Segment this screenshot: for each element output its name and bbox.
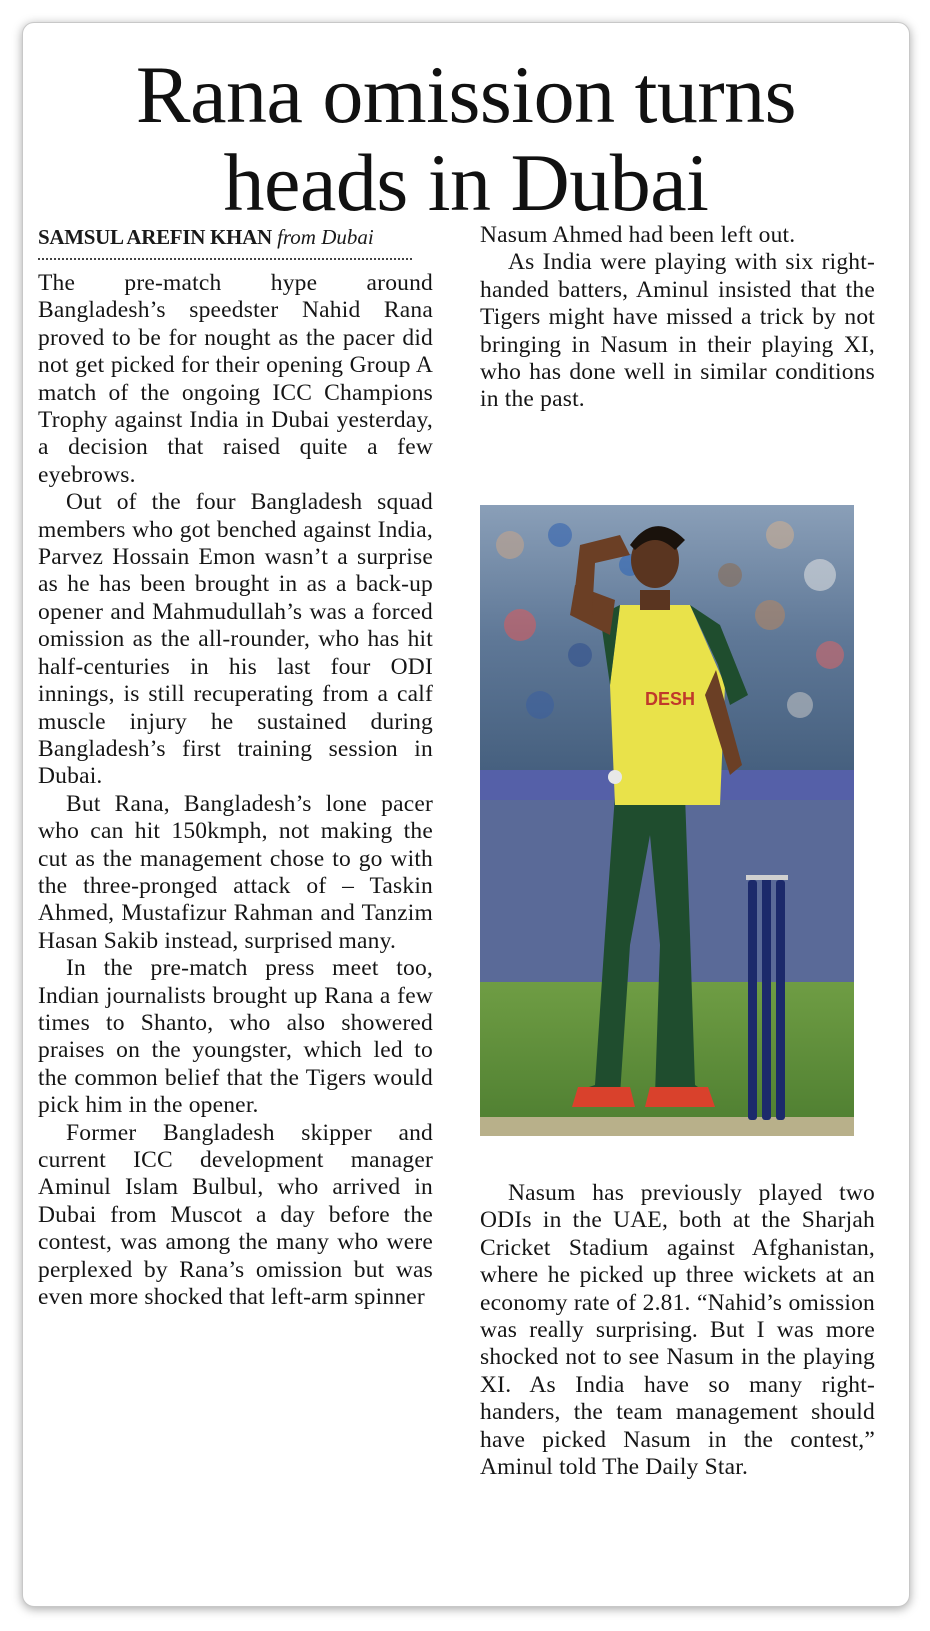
article-body-left (38, 270, 433, 1311)
news-photo-player (480, 505, 854, 1136)
photo-illustration (480, 505, 854, 1136)
article-column-right (480, 222, 875, 414)
paragraph-7: Nasum has previously played two ODIs in the UAE, both at the Sharjah Cricket Stadium against Afghanistan, where he picked up three wickets at an economy rate of 2.81. “Nahid’s omission was really surprising. But I was more shocked not to see Nasum in the playing XI. As India have so many right-handers, the team management should have picked Nasum in the contest,” Aminul told The Daily Star. (480, 1180, 875, 1481)
article-body-right (480, 222, 875, 414)
article-column-left (38, 222, 433, 1311)
paragraph-4: In the pre-match press meet too, Indian journalists brought up Rana a few times to Shanto, who also showered praises on the youngster, which led to the common belief that the Tigers would pick him in the opener. (38, 955, 433, 1119)
headline-line-1: Rana omission turns (135, 49, 797, 140)
paragraph-1: The pre-match hype around Bangladesh’s speedster Nahid Rana proved to be for nought as the pacer did not get picked for their opening Group A match of the ongoing ICC Champions Trophy against India in Dubai yesterday, a decision that raised quite a few eyebrows. (38, 270, 433, 488)
paragraph-3: But Rana, Bangladesh’s lone pacer who can hit 150kmph, not making the cut as the management chose to go with the three-pronged attack of – Taskin Ahmed, Mustafizur Rahman and Tanzim Hasan Sakib instead, surprised many. (38, 790, 433, 954)
paragraph-6: As India were playing with six right-handed batters, Aminul insisted that the Tigers might have missed a trick by not bringing in Nasum in their playing XI, who has done well in similar conditions in the past. (480, 249, 875, 413)
byline-location: from Dubai (277, 225, 374, 249)
stumps (746, 875, 788, 1120)
paragraph-2: Out of the four Bangladesh squad members who got benched against India, Parvez Hossain Emon wasn’t a surprise as he has been brought in as a back-up opener and Mahmudullah’s was a forced omission as the all-rounder, who has hit half-centuries in his last four ODI innings, is still recuperating from a calf muscle injury he sustained during Bangladesh’s first training session in Dubai. (38, 489, 433, 790)
paragraph-5: Former Bangladesh skipper and current ICC development manager Aminul Islam Bulbul, who arrived in Dubai from Muscot a day before the contest, was among the many who were perplexed by Rana’s omission but was even more shocked that left-arm spinner (38, 1119, 433, 1311)
article-column-right-lower (480, 1180, 875, 1481)
byline-author: SAMSUL AREFIN KHAN (38, 225, 272, 249)
paragraph-5-continued: Nasum Ahmed had been left out. (480, 222, 796, 248)
article-body-right-lower (480, 1180, 875, 1481)
headline-line-2: heads in Dubai (223, 137, 709, 228)
byline (38, 222, 433, 252)
byline-divider (38, 258, 412, 260)
jersey-text: DESH (645, 689, 696, 709)
headline (23, 51, 909, 227)
